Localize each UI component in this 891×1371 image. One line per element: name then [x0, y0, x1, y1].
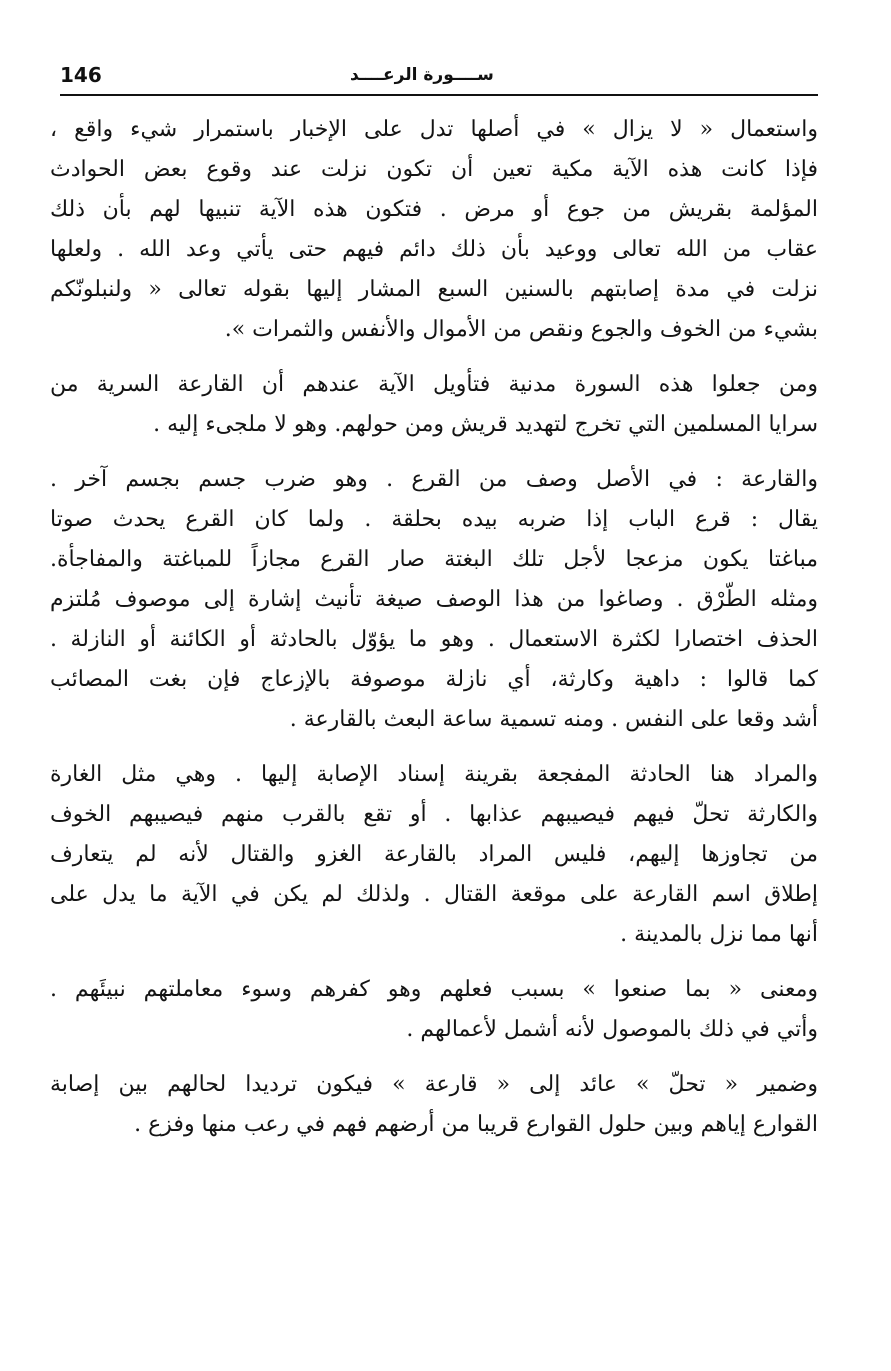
text-line: واستعمال « لا يزال » في أصلها تدل على الإخبار باستمرار شيء واقع ، — [50, 117, 818, 142]
text-line: مباغتا يكون مزعجا لأجل تلك البغتة صار القرع مجازاً للمباغتة والمفاجأة. — [50, 547, 818, 572]
text-line: نزلت في مدة إصابتهم بالسنين السبع المشار إليها بقوله تعالى « ولنبلونّكم — [50, 277, 818, 302]
paragraph — [50, 1065, 818, 1145]
text-line: أنها مما نزل بالمدينة . — [620, 922, 818, 947]
text-line: إطلاق اسم القارعة على موقعة القتال . ولذلك لم يكن في الآية ما يدل على — [50, 882, 818, 907]
text-line: والمراد هنا الحادثة المفجعة بقرينة إسناد الإصابة إليها . وهي مثل الغارة — [50, 762, 818, 787]
paragraph — [50, 365, 818, 445]
running-head: ســــورة الرعــــد — [350, 65, 494, 85]
text-line: والقارعة : في الأصل وصف من القرع . وهو ضرب جسم بجسم آخر . — [50, 467, 818, 492]
text-line: وأتي في ذلك بالموصول لأنه أشمل لأعمالهم . — [406, 1017, 818, 1042]
text-line: فإذا كانت هذه الآية مكية تعين أن تكون نزلت عند وقوع بعض الحوادث — [50, 157, 818, 182]
text-line: والكارثة تحلّ فيهم فيصيبهم عذابها . أو تقع بالقرب منهم فيصيبهم الخوف — [50, 802, 818, 827]
page-header — [60, 60, 818, 98]
text-line: الحذف اختصارا لكثرة الاستعمال . وهو ما يؤوّل بالحادثة أو الكائنة أو النازلة . — [50, 627, 818, 652]
page-number: 146 — [60, 63, 102, 87]
body-text — [50, 110, 818, 1160]
text-line: ومعنى « بما صنعوا » بسبب فعلهم وهو كفرهم وسوء معاملتهم نبيئَهم . — [50, 977, 818, 1002]
paragraph — [50, 460, 818, 740]
text-line: القوارع إياهم وبين حلول القوارع قريبا من أرضهم فهم في رعب منها وفزع . — [134, 1112, 818, 1137]
text-line: ومن جعلوا هذه السورة مدنية فتأويل الآية عندهم أن القارعة السرية من — [50, 372, 818, 397]
text-line: المؤلمة بقريش من جوع أو مرض . فتكون هذه الآية تنبيها لهم بأن ذلك — [50, 197, 818, 222]
text-line: ومثله الطّرْق . وصاغوا من هذا الوصف صيغة تأنيث إشارة إلى موصوف مُلتزم — [50, 587, 818, 612]
text-line: كما قالوا : داهية وكارثة، أي نازلة موصوفة بالإزعاج فإن بغت المصائب — [50, 667, 818, 692]
text-line: أشد وقعا على النفس . ومنه تسمية ساعة البعث بالقارعة . — [289, 707, 818, 732]
text-line: وضمير « تحلّ » عائد إلى « قارعة » فيكون ترديدا لحالهم بين إصابة — [50, 1072, 818, 1097]
text-line: عقاب من الله تعالى ووعيد بأن ذلك دائم فيهم حتى يأتي وعد الله . ولعلها — [50, 237, 818, 262]
paragraph — [50, 110, 818, 350]
text-line: من تجاوزها إليهم، فليس المراد بالقارعة الغزو والقتال لأنه لم يتعارف — [50, 842, 818, 867]
paragraph — [50, 755, 818, 955]
text-line: سرايا المسلمين التي تخرج لتهديد قريش ومن حولهم. وهو لا ملجىء إليه . — [153, 412, 818, 437]
paragraph — [50, 970, 818, 1050]
header-rule — [60, 94, 818, 96]
text-line: بشيء من الخوف والجوع ونقص من الأموال والأنفس والثمرات ». — [224, 317, 818, 342]
text-line: يقال : قرع الباب إذا ضربه بيده بحلقة . ولما كان القرع يحدث صوتا — [50, 507, 818, 532]
